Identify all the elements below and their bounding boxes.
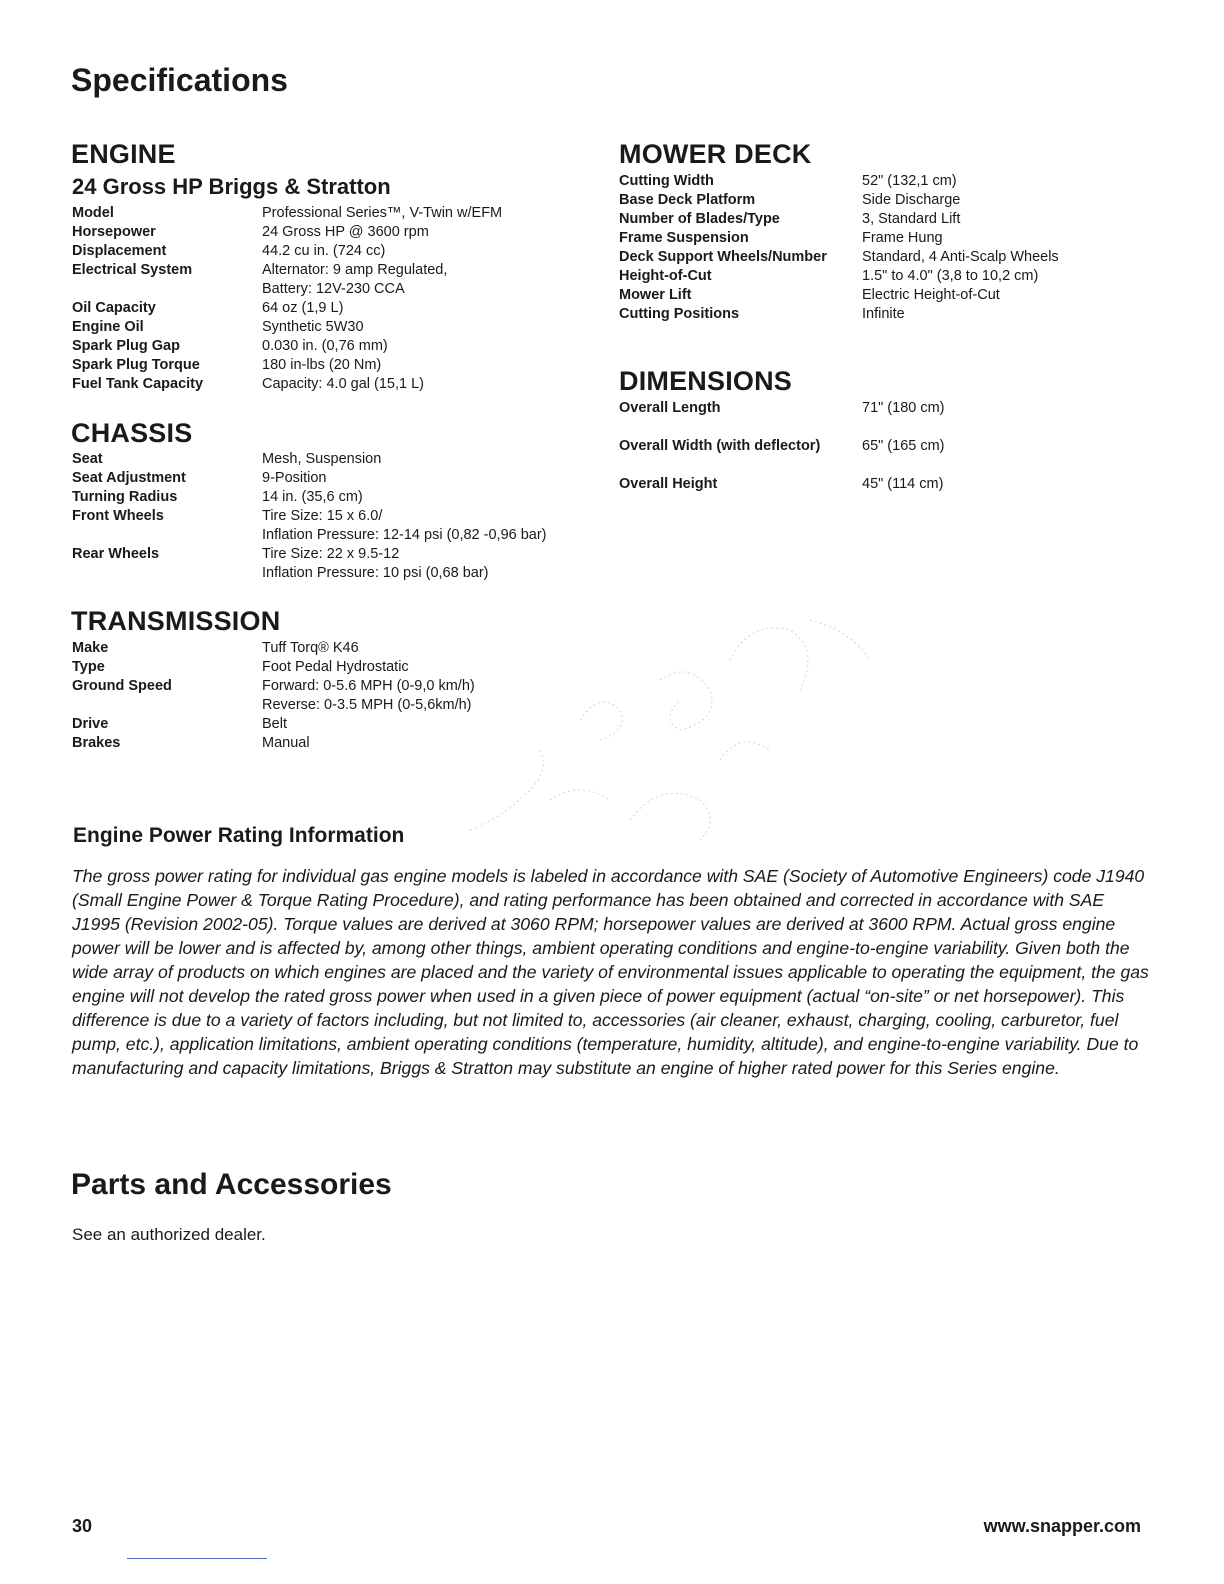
spec-label: Horsepower xyxy=(72,224,156,240)
spec-row-electrical-system xyxy=(72,261,592,299)
footer-rule xyxy=(127,1558,267,1559)
spec-row-cutting-width xyxy=(619,172,1159,191)
spec-value: 9-Position xyxy=(262,470,327,486)
spec-label: Turning Radius xyxy=(72,489,178,505)
spec-value: Foot Pedal Hydrostatic xyxy=(262,659,409,675)
spec-row-engine-oil xyxy=(72,318,592,337)
engine-spec-table xyxy=(72,204,592,394)
spec-label: Rear Wheels xyxy=(72,546,160,562)
spec-value: Capacity: 4.0 gal (15,1 L) xyxy=(262,376,425,392)
spec-label: Seat xyxy=(72,451,103,467)
spec-value: Frame Hung xyxy=(862,230,943,246)
transmission-spec-table xyxy=(72,639,592,753)
spec-label: Front Wheels xyxy=(72,508,164,524)
spec-value-line: Tire Size: 15 x 6.0/ xyxy=(262,508,383,524)
spec-value: Manual xyxy=(262,735,310,751)
spec-value: Tuff Torq® K46 xyxy=(262,640,359,656)
spec-value xyxy=(262,261,592,299)
spec-value: 71" (180 cm) xyxy=(862,400,945,416)
spec-value: 24 Gross HP @ 3600 rpm xyxy=(262,224,429,240)
spec-value: 1.5" to 4.0" (3,8 to 10,2 cm) xyxy=(862,268,1039,284)
spec-label: Drive xyxy=(72,716,109,732)
spec-label: Type xyxy=(72,659,105,675)
website-url: www.snapper.com xyxy=(983,1516,1141,1536)
spec-row-seat xyxy=(72,450,592,469)
spec-value: Side Discharge xyxy=(862,192,961,208)
spec-value: 3, Standard Lift xyxy=(862,211,961,227)
spec-row-front-wheels xyxy=(72,507,592,545)
spec-row-spark-plug-torque xyxy=(72,356,592,375)
chassis-spec-table xyxy=(72,450,592,583)
spec-row-overall-height xyxy=(619,475,1159,494)
spec-value-line: Tire Size: 22 x 9.5-12 xyxy=(262,546,400,562)
spec-row-make xyxy=(72,639,592,658)
spec-value: Mesh, Suspension xyxy=(262,451,382,467)
spec-row-model xyxy=(72,204,592,223)
spec-label: Cutting Width xyxy=(619,173,714,189)
mower-deck-spec-table xyxy=(619,172,1159,324)
spec-row-horsepower xyxy=(72,223,592,242)
spec-row-type xyxy=(72,658,592,677)
chassis-heading: CHASSIS xyxy=(71,418,193,448)
spec-value: Professional Series™, V-Twin w/EFM xyxy=(262,205,503,221)
spec-value: Standard, 4 Anti-Scalp Wheels xyxy=(862,249,1059,265)
spec-value: Belt xyxy=(262,716,287,732)
spec-value: 45" (114 cm) xyxy=(862,476,944,492)
parts-text: See an authorized dealer. xyxy=(72,1225,266,1244)
spec-row-displacement xyxy=(72,242,592,261)
spec-label: Frame Suspension xyxy=(619,230,749,246)
spec-label: Spark Plug Torque xyxy=(72,357,200,373)
spec-label: Number of Blades/Type xyxy=(619,211,780,227)
spec-value-line: Inflation Pressure: 12-14 psi (0,82 -0,96 bar) xyxy=(262,527,547,543)
parts-heading: Parts and Accessories xyxy=(71,1168,392,1201)
spec-row-seat-adjustment xyxy=(72,469,592,488)
spec-value: 44.2 cu in. (724 cc) xyxy=(262,243,386,259)
spec-value: 65" (165 cm) xyxy=(862,438,945,454)
spec-value-line: Inflation Pressure: 10 psi (0,68 bar) xyxy=(262,565,489,581)
spec-value: Synthetic 5W30 xyxy=(262,319,364,335)
spec-value-line: Alternator: 9 amp Regulated, xyxy=(262,262,448,278)
page-title: Specifications xyxy=(71,62,288,98)
spec-value: 52" (132,1 cm) xyxy=(862,173,957,189)
spec-label: Seat Adjustment xyxy=(72,470,186,486)
spec-value-line: Reverse: 0-3.5 MPH (0-5,6km/h) xyxy=(262,697,472,713)
spec-label: Displacement xyxy=(72,243,167,259)
spec-row-drive xyxy=(72,715,592,734)
dimensions-spec-table xyxy=(619,399,1159,494)
spec-value: 14 in. (35,6 cm) xyxy=(262,489,363,505)
page-number: 30 xyxy=(72,1516,93,1536)
spec-row-frame-suspension xyxy=(619,229,1159,248)
spec-label: Cutting Positions xyxy=(619,306,740,322)
spec-value: 180 in-lbs (20 Nm) xyxy=(262,357,382,373)
spec-row-overall-width xyxy=(619,437,1159,456)
spec-label: Overall Width (with deflector) xyxy=(619,438,821,454)
spec-label: Fuel Tank Capacity xyxy=(72,376,204,392)
spec-row-fuel-tank-capacity xyxy=(72,375,592,394)
spec-row-number-of-blades xyxy=(619,210,1159,229)
spec-label: Oil Capacity xyxy=(72,300,156,316)
spec-row-rear-wheels xyxy=(72,545,592,583)
spec-value: Electric Height-of-Cut xyxy=(862,287,1000,303)
spec-value: 0.030 in. (0,76 mm) xyxy=(262,338,388,354)
spec-row-mower-lift xyxy=(619,286,1159,305)
spec-row-spark-plug-gap xyxy=(72,337,592,356)
spec-row-base-deck-platform xyxy=(619,191,1159,210)
mower-deck-heading: MOWER DECK xyxy=(619,139,812,169)
spec-row-cutting-positions xyxy=(619,305,1159,324)
spec-label: Base Deck Platform xyxy=(619,192,756,208)
engine-heading: ENGINE xyxy=(71,139,176,169)
spec-row-turning-radius xyxy=(72,488,592,507)
spec-label: Spark Plug Gap xyxy=(72,338,180,354)
spec-label: Model xyxy=(72,205,114,221)
spec-row-ground-speed xyxy=(72,677,592,715)
spec-row-deck-support-wheels xyxy=(619,248,1159,267)
spec-label: Engine Oil xyxy=(72,319,144,335)
spec-row-height-of-cut xyxy=(619,267,1159,286)
spec-label: Overall Height xyxy=(619,476,718,492)
spec-label: Make xyxy=(72,640,109,656)
transmission-heading: TRANSMISSION xyxy=(71,606,281,636)
spec-row-brakes xyxy=(72,734,592,753)
spec-value: 64 oz (1,9 L) xyxy=(262,300,344,316)
rating-paragraph: The gross power rating for individual gas engine models is labeled in accordance with SAE (Society of Automotive Engineers) code J1940 (Small Engine Power & Torque Rating Procedure), and rating performance has been obtained and corrected in accordance with SAE J1995 (Revision 2002-05). Torque values are derived at 3060 RPM; horsepower values are derived at 3600 RPM. Actual gross engine power will be lower and is affected by, among other things, ambient operating conditions and engine-to-engine variability. Given both the wide array of products on which engines are placed and the variety of environmental issues applicable to operating the equipment, the gas engine will not develop the rated gross power when used in a given piece of power equipment (actual “on-site” or net horsepower). This difference is due to a variety of factors including, but not limited to, accessories (air cleaner, exhaust, charging, cooling, carburetor, fuel pump, etc.), application limitations, ambient operating conditions (temperature, humidity, altitude), and engine-to-engine variability. Due to manufacturing and capacity limitations, Briggs & Stratton may substitute an engine of higher rated power for this Series engine. xyxy=(72,866,1149,1078)
spec-value: Infinite xyxy=(862,306,905,322)
spec-label: Height-of-Cut xyxy=(619,268,712,284)
spec-value xyxy=(262,545,592,583)
spec-value-line: Forward: 0-5.6 MPH (0-9,0 km/h) xyxy=(262,678,475,694)
spec-value xyxy=(262,507,592,545)
spec-value xyxy=(262,677,592,715)
spec-label: Brakes xyxy=(72,735,121,751)
spec-label: Deck Support Wheels/Number xyxy=(619,249,827,265)
engine-subheading: 24 Gross HP Briggs & Stratton xyxy=(72,174,391,199)
spec-label: Mower Lift xyxy=(619,287,692,303)
spec-label: Ground Speed xyxy=(72,678,172,694)
spec-row-oil-capacity xyxy=(72,299,592,318)
spec-row-overall-length xyxy=(619,399,1159,418)
spec-value-line: Battery: 12V-230 CCA xyxy=(262,281,405,297)
spec-label: Electrical System xyxy=(72,262,193,278)
spec-label: Overall Length xyxy=(619,400,721,416)
rating-heading: Engine Power Rating Information xyxy=(73,824,405,847)
dimensions-heading: DIMENSIONS xyxy=(619,366,793,396)
